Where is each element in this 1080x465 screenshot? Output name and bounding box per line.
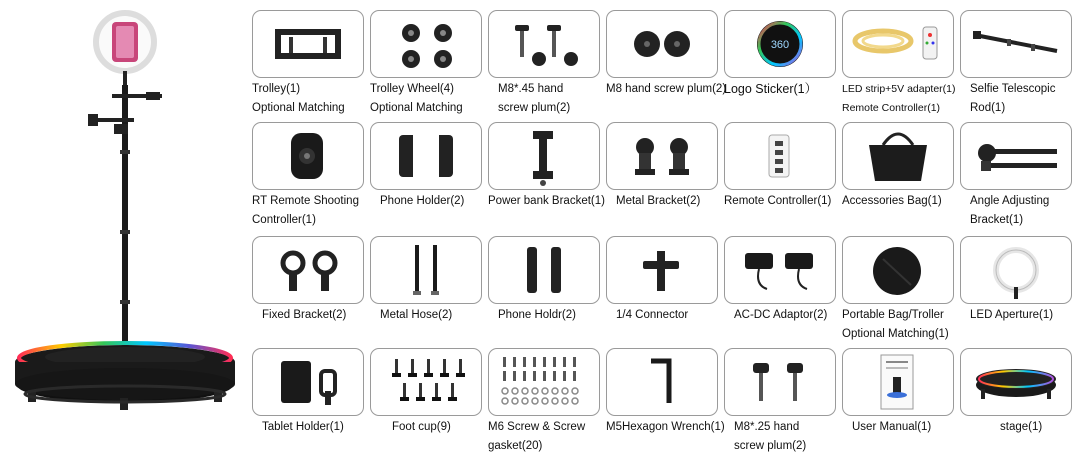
item-hexagon-wrench: M5Hexagon Wrench(1): [606, 348, 718, 460]
remote-controller-icon: [725, 123, 835, 189]
user-manual-icon: [843, 349, 953, 415]
led-aperture-icon: [961, 237, 1071, 303]
hand-screw-plum-icon: [489, 11, 599, 77]
item-remote-controller: Remote Controller(1): [724, 122, 836, 234]
item-fixed-bracket: Fixed Bracket(2): [252, 236, 364, 348]
fixed-bracket-icon: [253, 237, 363, 303]
trolley-wheel-icon: [371, 11, 481, 77]
item-rt-remote: RT Remote Shooting Controller(1): [252, 122, 364, 234]
trolley-icon: [253, 11, 363, 77]
connector-icon: [607, 237, 717, 303]
m8-screw-plum-icon: [607, 11, 717, 77]
item-metal-hose: Metal Hose(2): [370, 236, 482, 348]
photo-booth-hero: [0, 0, 245, 460]
portable-bag-icon: [843, 237, 953, 303]
metal-hose-icon: [371, 237, 481, 303]
item-screw-gasket: M6 Screw & Screw gasket(20): [488, 348, 600, 460]
item-user-manual: User Manual(1): [842, 348, 954, 460]
foot-cup-icon: [371, 349, 481, 415]
m8-25-screw-plum-icon: [725, 349, 835, 415]
item-angle-bracket: Angle Adjusting Bracket(1): [960, 122, 1072, 234]
svg-text:360: 360: [770, 39, 790, 51]
item-trolley: Trolley(1) Optional Matching: [252, 10, 364, 122]
power-bank-bracket-icon: [489, 123, 599, 189]
item-accessories-bag: Accessories Bag(1): [842, 122, 954, 234]
item-phone-holdr: Phone Holdr(2): [488, 236, 600, 348]
screw-gasket-icon: [489, 349, 599, 415]
item-phone-holder: Phone Holder(2): [370, 122, 482, 234]
item-led-aperture: LED Aperture(1): [960, 236, 1072, 348]
rt-remote-icon: [253, 123, 363, 189]
item-m8-25-screw-plum: M8*.25 hand screw plum(2): [724, 348, 836, 460]
phone-holder-icon: [371, 123, 481, 189]
item-metal-bracket: Metal Bracket(2): [606, 122, 718, 234]
item-connector: 1/4 Connector: [606, 236, 718, 348]
item-power-bank-bracket: Power bank Bracket(1): [488, 122, 600, 234]
angle-bracket-icon: [961, 123, 1071, 189]
photo-booth-360-icon: [0, 0, 245, 460]
tablet-holder-icon: [253, 349, 363, 415]
item-trolley-wheel: Trolley Wheel(4) Optional Matching: [370, 10, 482, 122]
led-strip-icon: [843, 11, 953, 77]
item-logo-sticker: 360 Logo Sticker(1）: [724, 10, 836, 122]
item-stage: stage(1): [960, 348, 1072, 460]
ac-dc-adaptor-icon: [725, 237, 835, 303]
item-led-strip: LED strip+5V adapter(1) Remote Controller(1): [842, 10, 954, 122]
accessories-bag-icon: [843, 123, 953, 189]
selfie-rod-icon: [961, 11, 1071, 77]
item-selfie-rod: Selfie Telescopic Rod(1): [960, 10, 1072, 122]
item-foot-cup: Foot cup(9): [370, 348, 482, 460]
hexagon-wrench-icon: [607, 349, 717, 415]
stage-icon: [961, 349, 1071, 415]
item-tablet-holder: Tablet Holder(1): [252, 348, 364, 460]
logo-sticker-icon: [725, 11, 835, 77]
item-m8-45-screw-plum: M8*.45 hand screw plum(2): [488, 10, 600, 122]
metal-bracket-icon: [607, 123, 717, 189]
item-portable-bag: Portable Bag/Troller Optional Matching(1): [842, 236, 954, 348]
phone-holdr-icon: [489, 237, 599, 303]
item-ac-dc-adaptor: AC-DC Adaptor(2): [724, 236, 836, 348]
item-m8-screw-plum: M8 hand screw plum(2): [606, 10, 718, 122]
